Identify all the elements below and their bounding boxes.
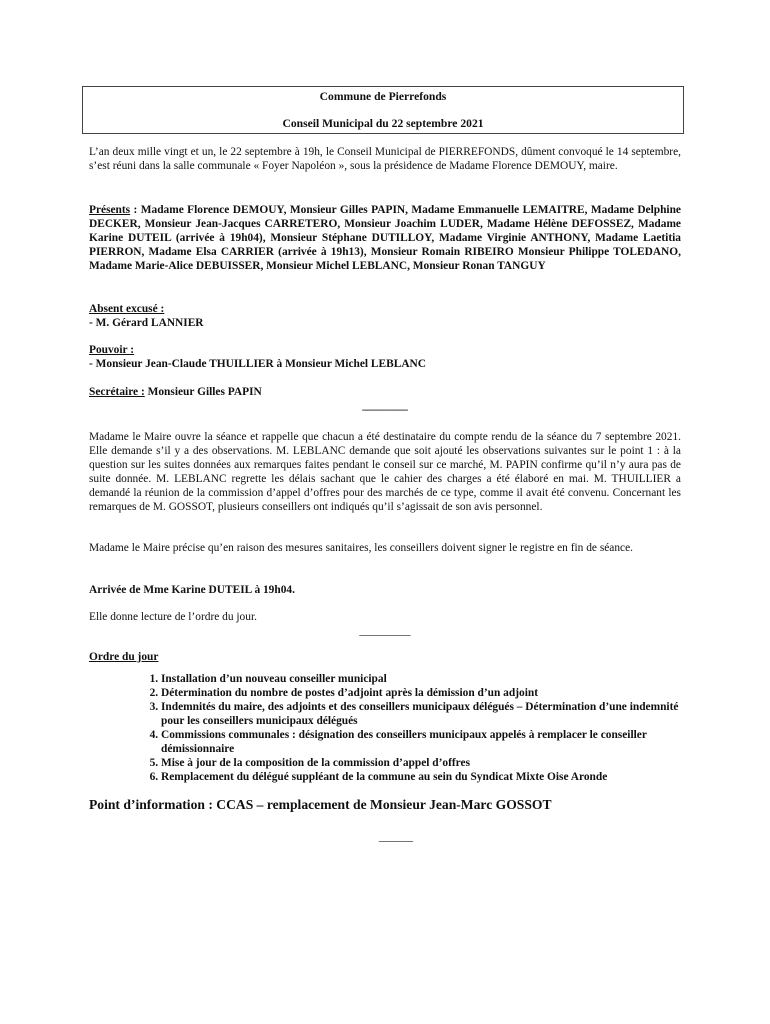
separator-3: ______ [378, 831, 414, 843]
arrival-line: Arrivée de Mme Karine DUTEIL à 19h04. [89, 584, 295, 596]
ordre-item: 2. Détermination du nombre de postes d’adjoint après la démission d’un adjoint [161, 686, 681, 700]
separator-1: ________ [362, 400, 408, 412]
ordre-list-wrap [89, 672, 681, 784]
header-box [82, 86, 684, 134]
presents-list: Madame Florence DEMOUY, Monsieur Gilles PAPIN, Madame Emmanuelle LEMAITRE, Madame Delphine DECKER, Monsieur Jean-Jacques CARRETERO, Monsieur Joachim LUDER, Madame Hélène DEFOSSEZ, Madame Karine DUTEIL (arrivée à 19h04), Monsieur Stéphane DUTILLOY, Madame Virginie ANTHONY, Madame Laetitia PIERRON, Madame Elsa CARRIER (arrivée à 19h13), Monsieur Romain RIBEIRO Monsieur Philippe TOLEDANO, Madame Marie-Alice DEBUISSER, Monsieur Michel LEBLANC, Monsieur Ronan TANGUY [89, 204, 681, 272]
absent-label: Absent excusé : [89, 303, 165, 315]
pouvoir-label: Pouvoir : [89, 344, 135, 356]
commune-title: Commune de Pierrefonds [319, 90, 447, 103]
secretaire-label: Secrétaire : [89, 386, 145, 398]
ordre-item: 6. Remplacement du délégué suppléant de la commune au sein du Syndicat Mixte Oise Aronde [161, 770, 681, 784]
secretaire-section [89, 385, 681, 399]
ordre-title: Ordre du jour [89, 651, 159, 663]
ordre-item: 3. Indemnités du maire, des adjoints et des conseillers municipaux délégués – Détermination d’une indemnité pour les conseillers municipaux délégués [161, 700, 681, 728]
lecture-line: Elle donne lecture de l’ordre du jour. [89, 611, 257, 623]
ordre-item: 1. Installation d’un nouveau conseiller municipal [161, 672, 681, 686]
absent-section [89, 302, 681, 330]
intro-paragraph: L’an deux mille vingt et un, le 22 septembre à 19h, le Conseil Municipal de PIERREFONDS, dûment convoqué le 14 septembre, s’est réuni dans la salle communale « Foyer Napoléon », sous la présidence de Madame Florence DEMOUY, maire. [89, 146, 681, 172]
observations-paragraph: Madame le Maire ouvre la séance et rappelle que chacun a été destinataire du compte rendu de la séance du 7 septembre 2021. Elle demande s’il y a des observations. M. LEBLANC demande que soit ajouté les observations suivantes sur le point 1 : à la question sur les suites données aux remarques faites pendant le conseil sur ce marché, M. PAPIN confirme qu’il n’y aura pas de suite donnée. M. LEBLANC regrette les délais sachant que le cahier des charges a été élaboré en mai. M. THUILLIER a demandé la réunion de la commission d’appel d’offres pour des marchés de ce type, comme il avait été convenu. Concernant les remarques de M. GOSSOT, plusieurs conseillers ont indiqués qu’il s’agissait de son avis personnel. [89, 431, 681, 513]
info-line: Point d’information : CCAS – remplacement de Monsieur Jean-Marc GOSSOT [89, 797, 552, 812]
ordre-list [89, 672, 681, 784]
secretaire-text: Monsieur Gilles PAPIN [144, 386, 262, 398]
pouvoir-section [89, 343, 681, 371]
presents-label: Présents [89, 204, 131, 216]
ordre-item: 5. Mise à jour de la composition de la commission d’appel d’offres [161, 756, 681, 770]
ordre-item: 4. Commissions communales : désignation des conseillers municipaux appelés à remplacer le conseiller démissionnaire [161, 728, 681, 756]
absent-text: - M. Gérard LANNIER [89, 317, 204, 329]
presents-paragraph [89, 203, 681, 273]
separator-2: _________ [359, 625, 411, 637]
sanitary-paragraph: Madame le Maire précise qu’en raison des mesures sanitaires, les conseillers doivent signer le registre en fin de séance. [89, 542, 634, 554]
session-title: Conseil Municipal du 22 septembre 2021 [282, 117, 484, 130]
presents-separator: : [130, 204, 141, 216]
pouvoir-text: - Monsieur Jean-Claude THUILLIER à Monsieur Michel LEBLANC [89, 358, 427, 370]
